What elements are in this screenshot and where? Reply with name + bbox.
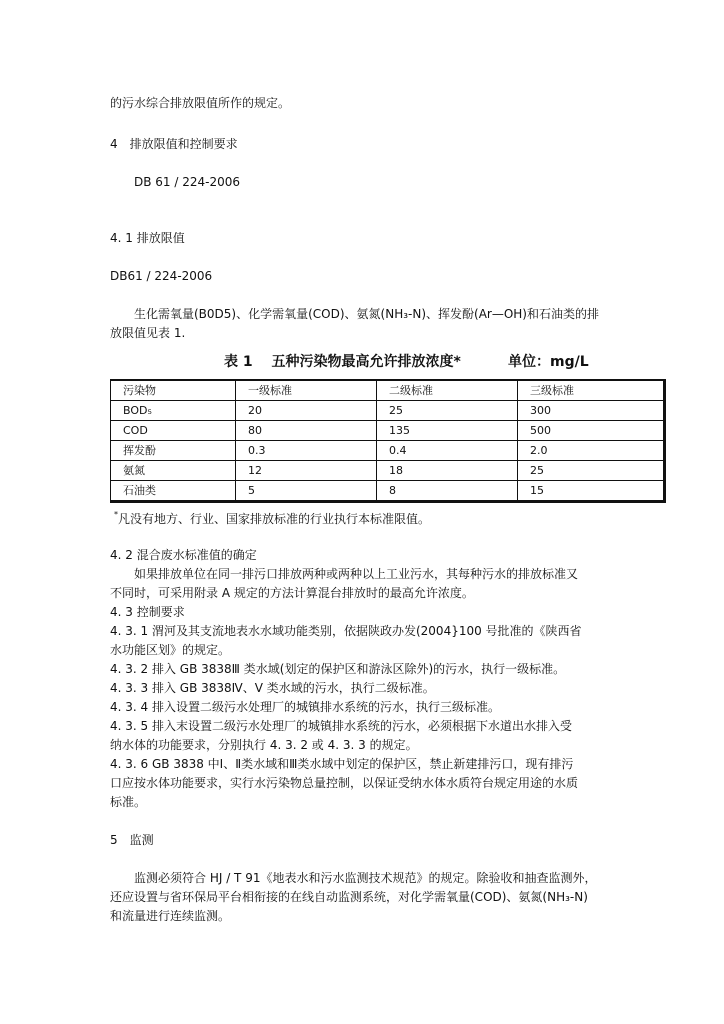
- table-footnote: [114, 510, 430, 527]
- header-cell: 一级标准: [236, 380, 377, 401]
- table-cell: 0.4: [377, 441, 518, 461]
- table-caption: [224, 351, 624, 371]
- section-4-3-5-line-2: 纳水体的功能要求，分别执行 4. 3. 2 或 4. 3. 3 的规定。: [110, 738, 418, 752]
- section-5-line-1: 监测必须符合 HJ / T 91《地表水和污水监测技术规范》的规定。除验收和抽查监测外，: [134, 871, 597, 885]
- table-cell: 挥发酚: [111, 441, 236, 461]
- section-4-2-line-1: 如果排放单位在同一排污口排放两种或两种以上工业污水，其每种污水的排放标准又: [134, 567, 579, 581]
- paragraph-4-1-line-2: 放限值见表 1.: [110, 326, 186, 340]
- section-4-3-4: 4. 3. 4 排入设置二级污水处理厂的城镇排水系统的污水，执行三级标准。: [110, 700, 500, 714]
- table-cell: 石油类: [111, 481, 236, 502]
- header-cell: 二级标准: [377, 380, 518, 401]
- section-4-3-1-line-1: 4. 3. 1 渭河及其支流地表水水域功能类别，依据陕政办发(2004}100 号批准的《陕西省: [110, 624, 582, 638]
- header-cell: 三级标准: [518, 380, 665, 401]
- table-cell: 0.3: [236, 441, 377, 461]
- section-4-3-2: 4. 3. 2 排入 GB 3838Ⅲ 类水域(划定的保护区和游泳区除外)的污水，执行一级标准。: [110, 662, 566, 676]
- table-unit: 单位：mg/L: [508, 354, 589, 370]
- table-caption-title: 表 1 五种污染物最高允许排放浓度*: [224, 354, 461, 370]
- table-row: [111, 481, 665, 502]
- section-4-3-6-line-3: 标准。: [110, 795, 147, 809]
- table-cell: 氨氮: [111, 461, 236, 481]
- section-5-line-2: 还应设置与省环保局平台相衔接的在线自动监测系统，对化学需氧量(COD)、氨氮(NH₃-N): [110, 890, 588, 904]
- section-5-line-3: 和流量进行连续监测。: [110, 909, 231, 923]
- section-4-3-1-line-2: 水功能区划》的规定。: [110, 643, 231, 657]
- section-4-1-heading: 4. 1 排放限值: [110, 231, 185, 245]
- section-4-2-heading: 4. 2 混合废水标准值的确定: [110, 548, 257, 562]
- table-cell: 8: [377, 481, 518, 502]
- table-cell: 12: [236, 461, 377, 481]
- table-cell: COD: [111, 421, 236, 441]
- table-cell: 25: [518, 461, 665, 481]
- table-cell: 18: [377, 461, 518, 481]
- header-cell: 污染物: [111, 380, 236, 401]
- section-4-3-5-line-1: 4. 3. 5 排入末设置二级污水处理厂的城镇排水系统的污水，必须根据下水道出水排入受: [110, 719, 572, 733]
- table-cell: 20: [236, 401, 377, 421]
- table-cell: 500: [518, 421, 665, 441]
- table-cell: 135: [377, 421, 518, 441]
- header-code-1: DB 61 / 224-2006: [134, 175, 241, 189]
- paragraph-intro-end: 的污水综合排放限值所作的规定。: [110, 96, 291, 110]
- table-cell: BOD₅: [111, 401, 236, 421]
- table-cell: 300: [518, 401, 665, 421]
- table-row: [111, 441, 665, 461]
- section-5-heading: 5 监测: [110, 833, 154, 847]
- section-4-3-6-line-2: 口应按水体功能要求，实行水污染物总量控制，以保证受纳水体水质符台规定用途的水质: [110, 776, 579, 790]
- pollutant-limits-table: [110, 379, 666, 503]
- section-4-3-6-line-1: 4. 3. 6 GB 3838 中Ⅰ、Ⅱ类水域和Ⅲ类水域中划定的保护区，禁止新建排污口，现有排污: [110, 757, 574, 771]
- section-4-3-heading: 4. 3 控制要求: [110, 605, 185, 619]
- footnote-star: *: [114, 510, 118, 519]
- header-code-2: DB61 / 224-2006: [110, 269, 213, 283]
- section-4-3-3: 4. 3. 3 排入 GB 3838Ⅳ、V 类水域的污水，执行二级标准。: [110, 681, 435, 695]
- table-cell: 5: [236, 481, 377, 502]
- table-cell: 15: [518, 481, 665, 502]
- footnote-text: 凡没有地方、行业、国家排放标准的行业执行本标准限值。: [118, 512, 431, 526]
- table-row: [111, 401, 665, 421]
- table-row: [111, 461, 665, 481]
- section-4-2-line-2: 不同时，可采用附录 A 规定的方法计算混台排放时的最高允许浓度。: [110, 586, 474, 600]
- table-header-row: [111, 380, 665, 401]
- table-cell: 80: [236, 421, 377, 441]
- paragraph-4-1-line-1: 生化需氧量(B0D5)、化学需氧量(COD)、氨氮(NH₃-N)、挥发酚(Ar—OH)和石油类的排: [134, 307, 599, 321]
- table-cell: 25: [377, 401, 518, 421]
- table-cell: 2.0: [518, 441, 665, 461]
- section-4-heading: 4 排放限值和控制要求: [110, 137, 238, 151]
- table-row: [111, 421, 665, 441]
